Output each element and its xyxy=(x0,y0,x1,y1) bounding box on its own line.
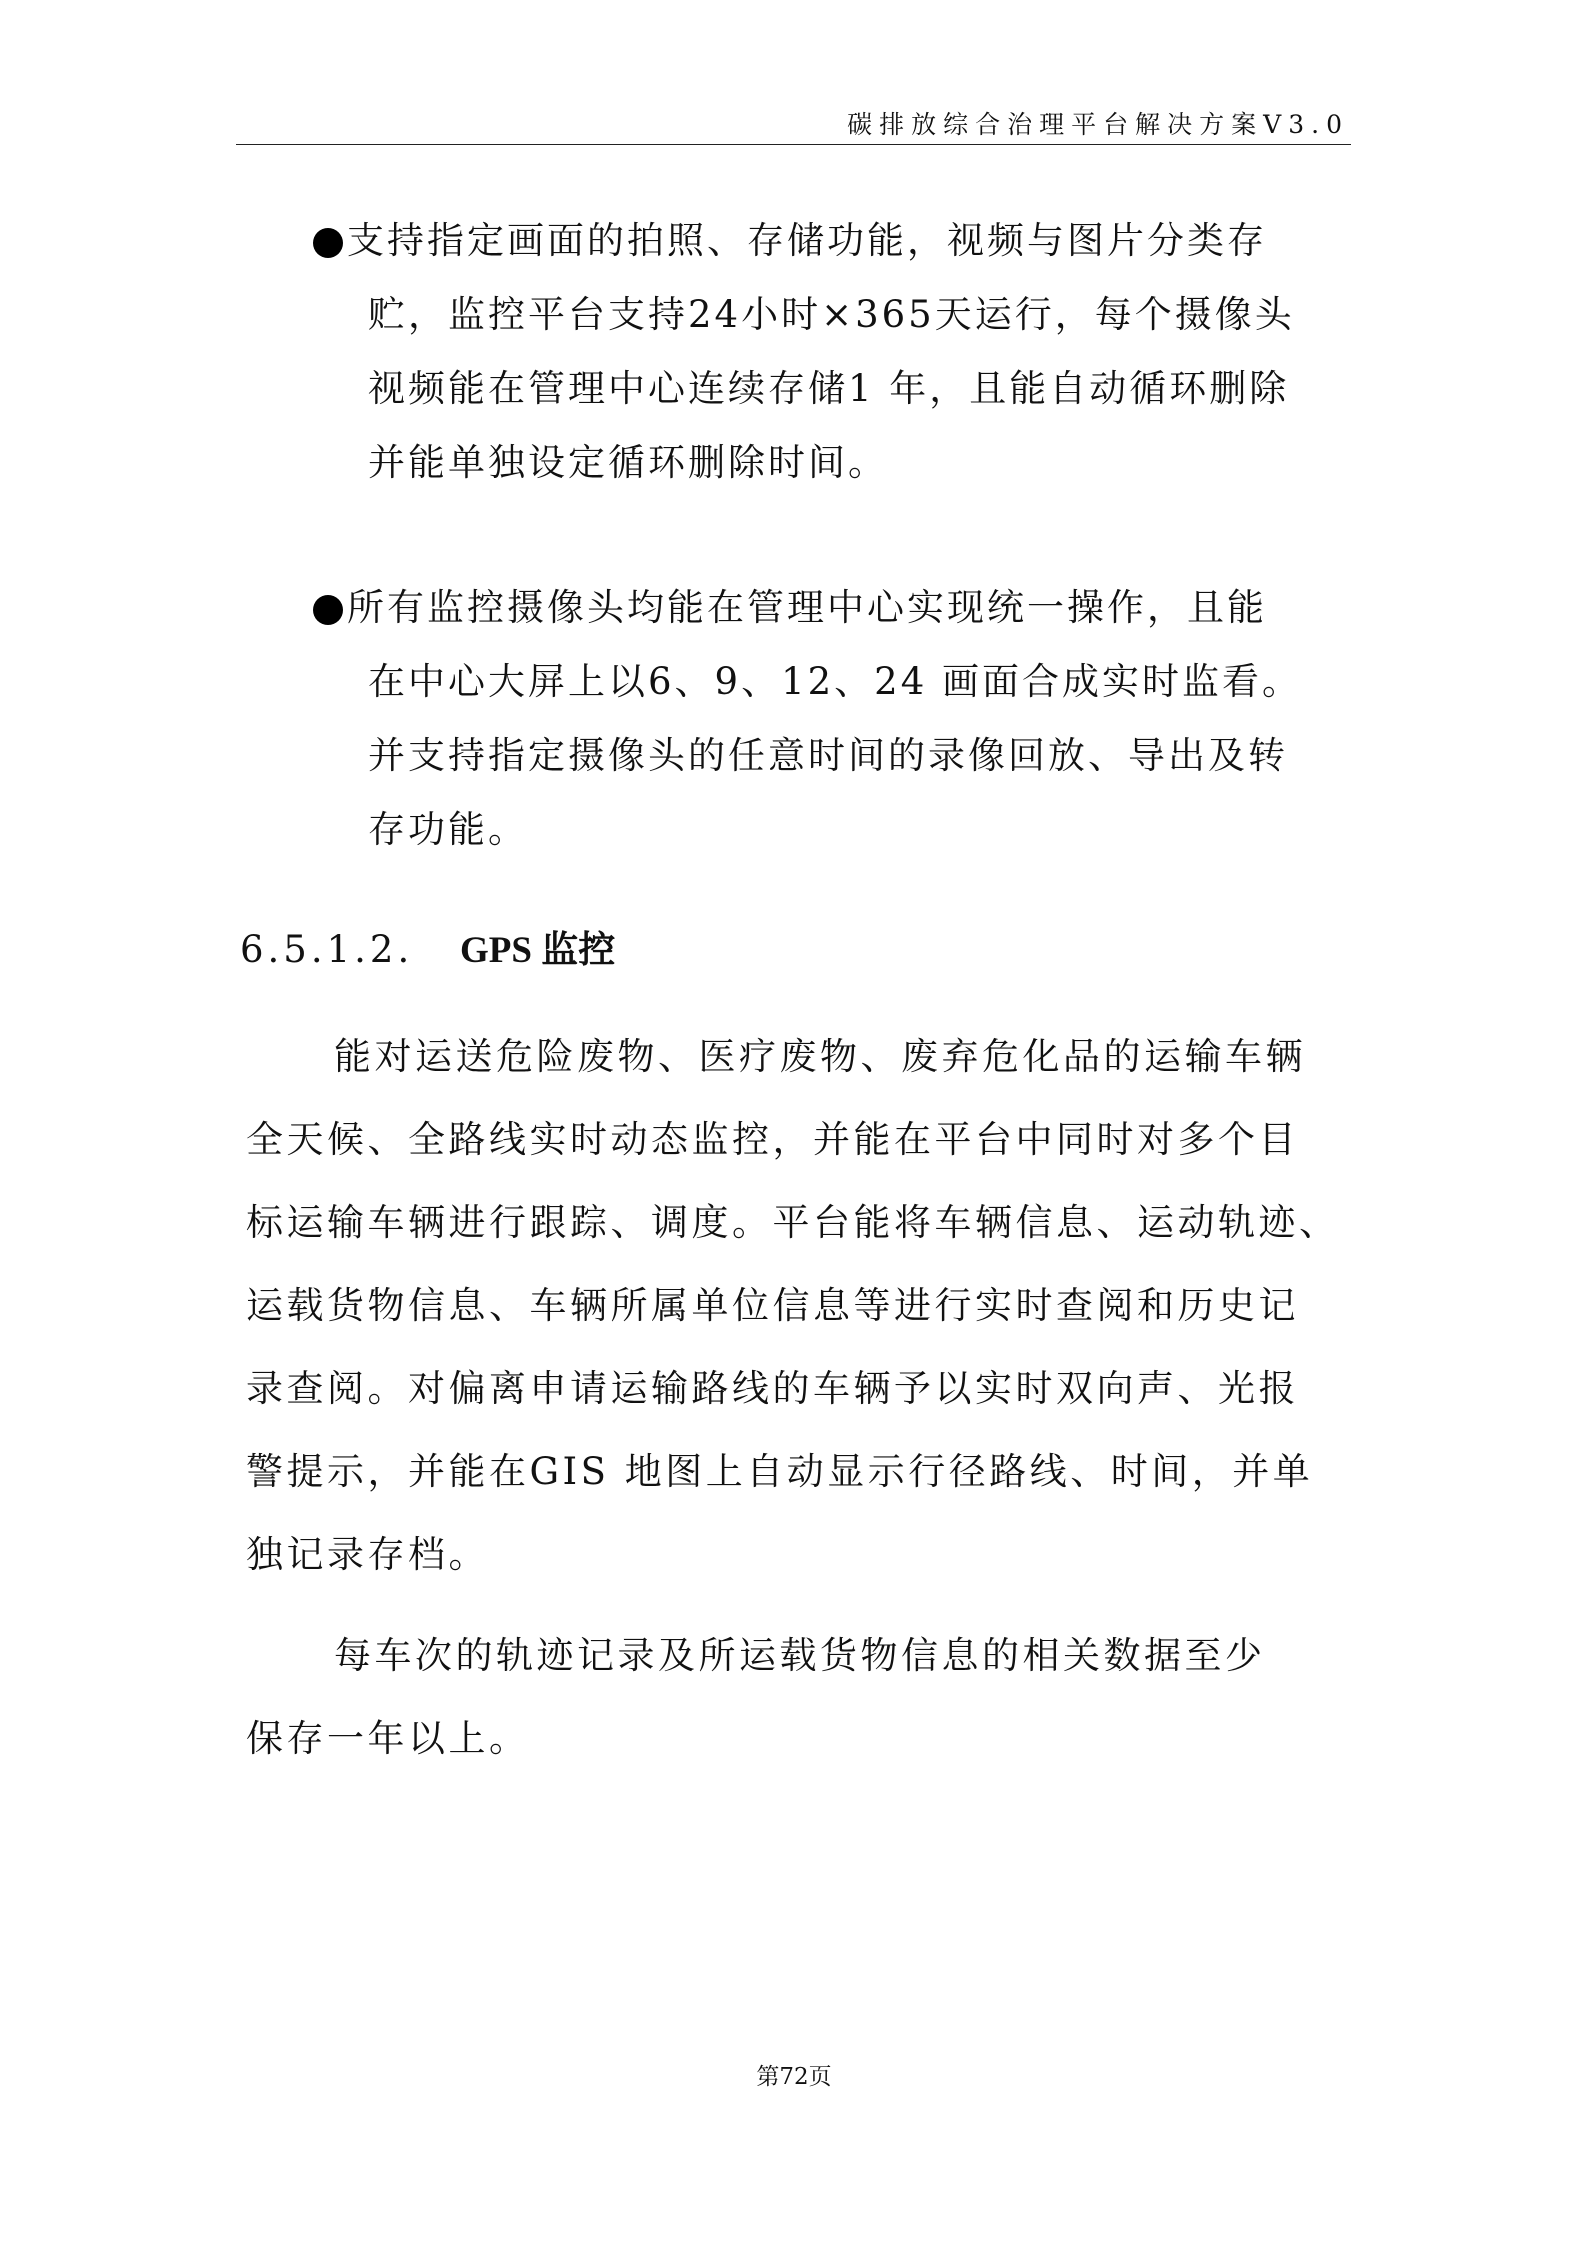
section-title: GPS 监控 xyxy=(460,930,616,971)
paragraph-line: 独记录存档。 xyxy=(246,1533,489,1576)
bullet-line: 并能单独设定循环删除时间。 xyxy=(368,441,888,484)
page-number: 第72页 xyxy=(756,2064,832,2090)
paragraph-line: 能对运送危险废物、医疗废物、废弃危化品的运输车辆 xyxy=(334,1035,1306,1078)
bullet-line: 并支持指定摄像头的任意时间的录像回放、导出及转 xyxy=(368,734,1288,777)
paragraph-line: 全天候、全路线实时动态监控，并能在平台中同时对多个目 xyxy=(246,1118,1299,1161)
page-header xyxy=(236,110,1351,145)
bullet-line: 支持指定画面的拍照、存储功能，视频与图片分类存 xyxy=(347,219,1267,262)
section-number: 6.5.1.2. xyxy=(240,928,414,971)
section-heading xyxy=(240,920,615,981)
paragraph-line: 每车次的轨迹记录及所运载货物信息的相关数据至少 xyxy=(334,1634,1266,1677)
bullet-line: 所有监控摄像头均能在管理中心实现统一操作，且能 xyxy=(347,586,1267,629)
bullet-item xyxy=(313,204,1353,500)
bullet-dot-icon xyxy=(313,228,343,258)
bullet-line: 贮，监控平台支持24小时×365天运行，每个摄像头 xyxy=(368,293,1295,336)
bullet-dot-icon xyxy=(313,595,343,625)
header-title: 碳排放综合治理平台解决方案V3.0 xyxy=(847,110,1349,139)
paragraph-line: 运载货物信息、车辆所属单位信息等进行实时查阅和历史记 xyxy=(246,1284,1299,1327)
paragraph-line: 保存一年以上。 xyxy=(246,1717,530,1760)
paragraph-line: 警提示，并能在GIS 地图上自动显示行径路线、时间，并单 xyxy=(246,1450,1314,1493)
paragraph-line: 标运输车辆进行跟踪、调度。平台能将车辆信息、运动轨迹、 xyxy=(246,1201,1340,1244)
bullet-item xyxy=(313,571,1353,867)
paragraph-line: 录查阅。对偏离申请运输路线的车辆予以实时双向声、光报 xyxy=(246,1367,1299,1410)
paragraph xyxy=(246,1015,1356,1596)
paragraph xyxy=(246,1614,1356,1780)
bullet-line: 存功能。 xyxy=(368,808,528,851)
bullet-line: 视频能在管理中心连续存储1 年，且能自动循环删除 xyxy=(368,367,1290,410)
bullet-line: 在中心大屏上以6、9、12、24 画面合成实时监看。 xyxy=(368,660,1303,703)
